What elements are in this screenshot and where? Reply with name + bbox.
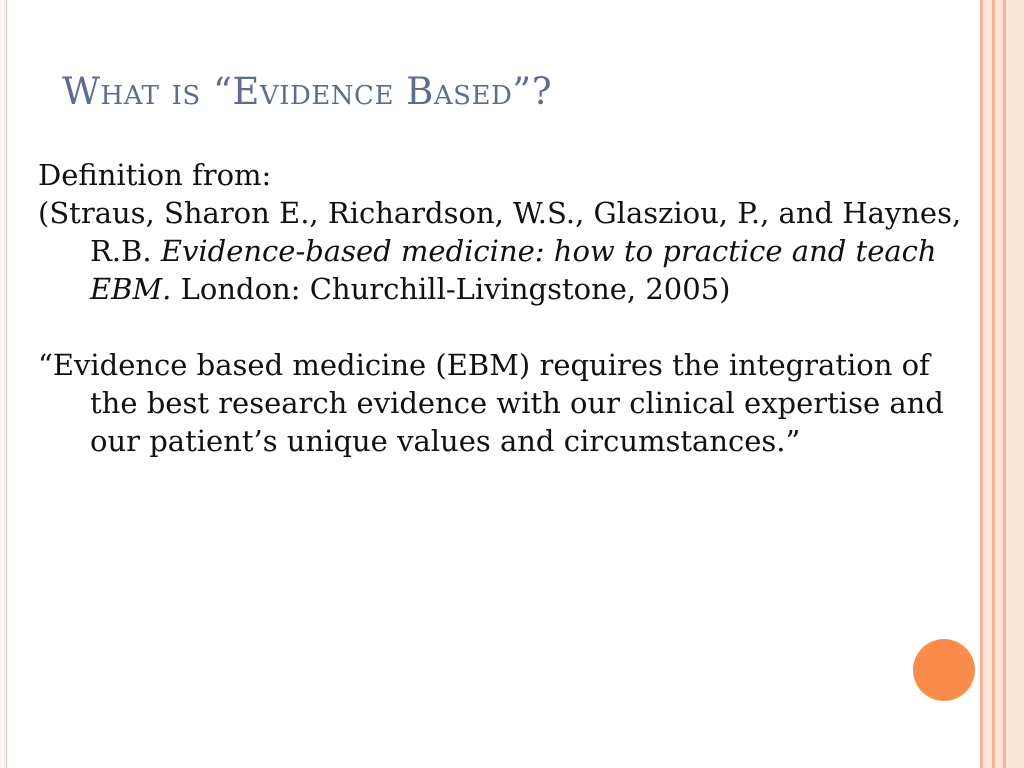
right-stripe bbox=[983, 0, 992, 768]
slide-body bbox=[38, 156, 968, 460]
right-stripe bbox=[1006, 0, 1024, 768]
left-border bbox=[0, 0, 7, 768]
citation bbox=[38, 194, 968, 308]
citation-book-title: Evidence-based medicine: how to practice and teach EBM. bbox=[90, 234, 937, 306]
accent-circle bbox=[913, 639, 975, 701]
right-stripe bbox=[995, 0, 1003, 768]
ebm-quote: “Evidence based medicine (EBM) requires the integration of the best research evidence with our clinical expertise and our patient’s unique values and circumstances.” bbox=[38, 348, 944, 458]
citation-authors: (Straus, Sharon E., Richardson, W.S., Glasziou, P., and Haynes, R.B. bbox=[38, 196, 962, 268]
paragraph-gap bbox=[38, 308, 968, 346]
definition-label: Definition from: bbox=[38, 158, 272, 192]
slide-title: What is “Evidence Based”? bbox=[62, 70, 553, 113]
citation-publisher: London: Churchill-Livingstone, 2005) bbox=[171, 272, 731, 306]
